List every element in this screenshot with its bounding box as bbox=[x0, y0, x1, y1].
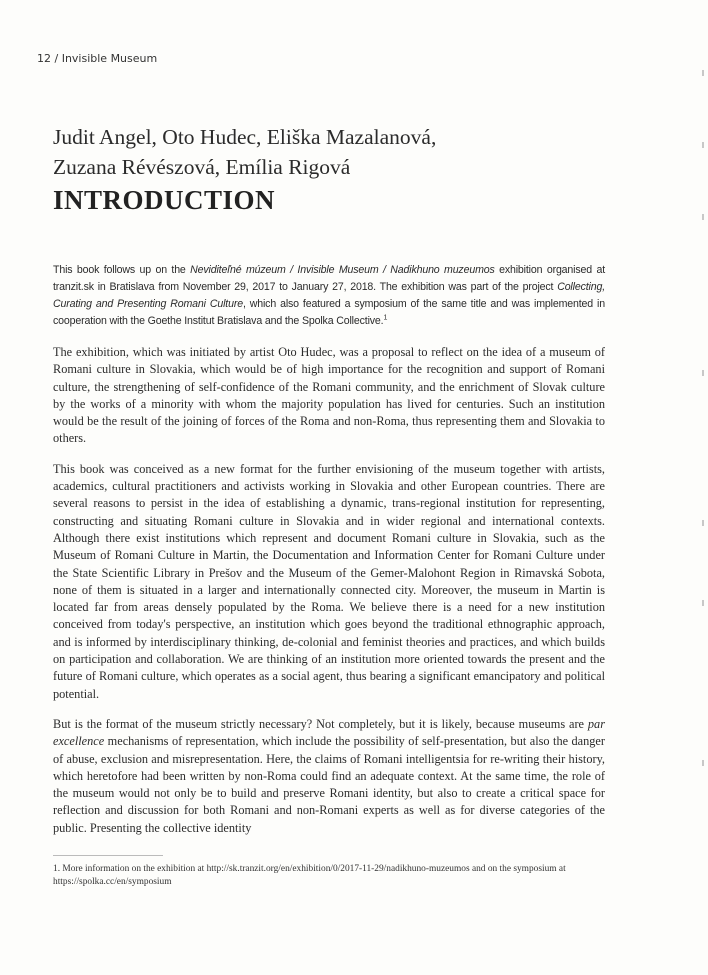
footnote-ref: 1 bbox=[383, 314, 388, 322]
footnote-divider bbox=[53, 855, 163, 856]
p1-italic-2: Collecting, Curating and Presenting Romani Culture bbox=[53, 281, 605, 310]
p1-text-2: exhibition organised at tranzit.sk in Bratislava from November 29, 2017 to January 27, 2018. The exhibition was part of the project bbox=[53, 264, 606, 293]
footnote: 1. More information on the exhibition at http://sk.tranzit.org/en/exhibition/0/2017-11-29/nadikhuno-muzeumos and on the symposium at https://spolka.cc/en/symposium bbox=[53, 864, 566, 887]
paragraph-2: The exhibition, which was initiated by artist Oto Hudec, was a proposal to reflect on the idea of a museum of Romani culture in Slovakia, which would be of high importance for the recognition and support of Romani culture, the strengthening of self-confidence of the Romani community, and the enrichment of Slovak culture by the works of a minority with whom the majority population has lived for centuries. Such an institution would be the result of the joining of forces of the Roma and non-Roma, thus representing them and Slovakia to others. bbox=[53, 345, 605, 446]
page-title: INTRODUCTION bbox=[53, 185, 276, 215]
paragraph-1 bbox=[53, 262, 605, 330]
paragraph-4 bbox=[53, 716, 605, 837]
p1-italic-1: Neviditeľné múzeum / Invisible Museum / Nadikhuno muzeumos bbox=[190, 264, 495, 276]
authors-line-1: Judit Angel, Oto Hudec, Eliška Mazalanová, bbox=[53, 125, 437, 149]
p4-text-2: mechanisms of representation, which include the possibility of self-presentation, but also the danger of abuse, exclusion and misrepresentation. Here, the claims of Romani intelligentsia for re-writing their history, which heretofore had been written by non-Roma could find an adequate context. At the same time, the role of the museum would not only be to build and preserve Romani identity, but also to create a critical space for reflection and discussion for both Romani and non-Romani experts as well as for diverse categories of the public. Presenting the collective identity bbox=[53, 734, 605, 835]
edge-mark bbox=[702, 600, 704, 606]
running-head: 12 / Invisible Museum bbox=[37, 52, 158, 65]
paragraph-3: This book was conceived as a new format for the further envisioning of the museum together with artists, academics, cultural practitioners and activists working in Slovakia and other European countries. There are several reasons to persist in the idea of establishing a dynamic, trans-regional institution for representing, constructing and situating Romani culture in Slovakia and in wider regional and international contexts. Although there exist institutions which represent and document Romani culture in Slovakia, such as the Museum of Romani Culture in Martin, the Documentation and Information Center for Romani Culture under the State Scientific Library in Prešov and the Museum of the Gemer-Malohont Region in Rimavská Sobota, none of them is situated in a larger and internationally connected city. Moreover, the museum in Martin is located far from areas densely populated by the Roma. We believe there is a need for a new institution conceived from today's perspective, an institution which goes beyond the traditional ethnographic approach, and is informed by interdisciplinary thinking, de-colonial and feminist theories and practices, and which builds on participation and collaboration. We are thinking of an institution more oriented towards the present and the future of Romani culture, which operates as a social agent, thus bearing a significant emancipatory and political potential. bbox=[53, 461, 605, 701]
edge-mark bbox=[702, 142, 704, 148]
edge-mark bbox=[702, 370, 704, 376]
edge-mark bbox=[702, 214, 704, 220]
p4-italic-1: par excellence bbox=[53, 716, 605, 749]
authors bbox=[53, 122, 653, 182]
authors-line-2: Zuzana Révészová, Emília Rigová bbox=[53, 155, 351, 179]
edge-mark bbox=[702, 760, 704, 766]
p4-text-1: But is the format of the museum strictly necessary? Not completely, but it is likely, because museums are bbox=[53, 716, 588, 731]
edge-mark bbox=[702, 70, 704, 76]
p1-text-3: , which also featured a symposium of the same title and was implemented in cooperation with the Goethe Institut Bratislava and the Spolka Collective. bbox=[53, 298, 605, 327]
body-text bbox=[53, 262, 605, 850]
edge-mark bbox=[702, 520, 704, 526]
p1-text-1: This book follows up on the bbox=[53, 264, 191, 276]
